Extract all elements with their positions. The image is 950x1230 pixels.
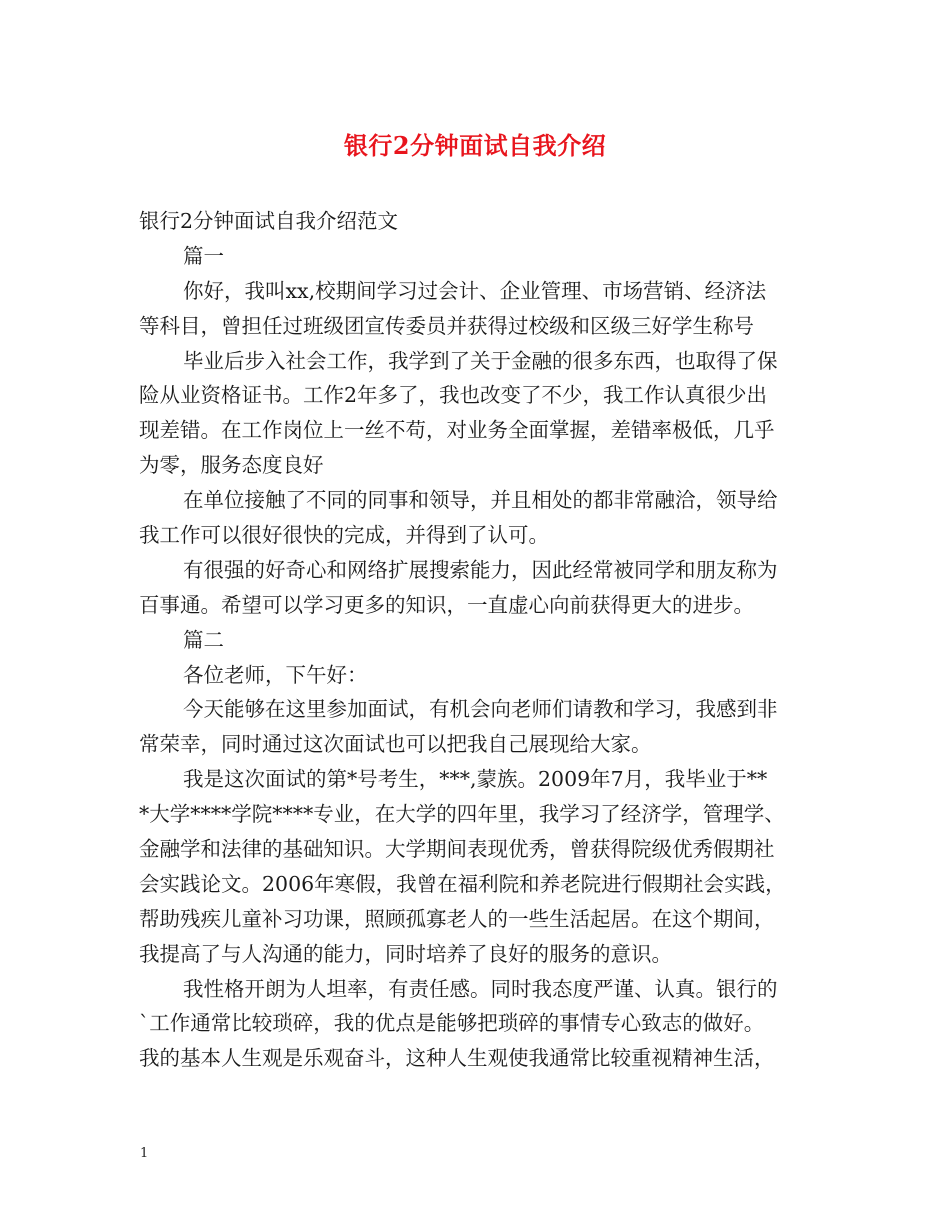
body-line: 险从业资格证书。工作2年多了，我也改变了不少，我工作认真很少出: [139, 383, 768, 408]
body-line: 你好，我叫xx,校期间学习过会计、企业管理、市场营销、经济法: [183, 278, 767, 303]
body-line: 在单位接触了不同的同事和领导，并且相处的都非常融洽，领导给: [183, 488, 778, 513]
body-line-heading: 银行2分钟面试自我介绍范文: [139, 209, 399, 233]
body-line: 常荣幸，同时通过这次面试也可以把我自己展现给大家。: [139, 732, 652, 757]
body-line: 为零，服务态度良好: [139, 453, 324, 478]
body-line: 帮助残疾儿童补习功课，照顾孤寡老人的一些生活起居。在这个期间，: [139, 906, 775, 931]
body-line: 会实践论文。2006年寒假，我曾在福利院和养老院进行假期社会实践，: [139, 871, 786, 896]
document-title: 银行2分钟面试自我介绍: [343, 131, 607, 160]
body-line: *大学****学院****专业，在大学的四年里，我学习了经济学，管理学、: [139, 802, 785, 827]
body-line: `工作通常比较琐碎，我的优点是能够把琐碎的事情专心致志的做好。: [139, 1011, 765, 1036]
body-line: 今天能够在这里参加面试，有机会向老师们请教和学习，我感到非: [183, 697, 778, 722]
body-line: 毕业后步入社会工作，我学到了关于金融的很多东西，也取得了保: [183, 348, 778, 373]
body-line: 我提高了与人沟通的能力，同时培养了良好的服务的意识。: [139, 941, 672, 966]
page-number: 1: [140, 1146, 149, 1161]
body-line: 等科目，曾担任过班级团宣传委员并获得过校级和区级三好学生称号: [139, 313, 754, 338]
body-line: 有很强的好奇心和网络扩展搜索能力，因此经常被同学和朋友称为: [183, 557, 778, 582]
body-line: 百事通。希望可以学习更多的知识，一直虚心向前获得更大的进步。: [139, 592, 754, 617]
document-body: [139, 204, 829, 1076]
body-line: 我的基本人生观是乐观奋斗，这种人生观使我通常比较重视精神生活，: [139, 1046, 775, 1071]
body-line: 现差错。在工作岗位上一丝不苟，对业务全面掌握，差错率极低，几乎: [139, 418, 775, 443]
greeting-line: 各位老师，下午好：: [183, 662, 368, 687]
body-line: 我是这次面试的第*号考生，***,蒙族。2009年7月，我毕业于**: [183, 767, 768, 792]
section-label-1: 篇一: [183, 243, 224, 268]
section-label-2: 篇二: [183, 627, 224, 652]
body-line: 我工作可以很好很快的完成，并得到了认可。: [139, 523, 549, 548]
body-line: 我性格开朗为人坦率，有责任感。同时我态度严谨、认真。银行的: [183, 976, 778, 1001]
body-line: 金融学和法律的基础知识。大学期间表现优秀，曾获得院级优秀假期社: [139, 837, 775, 862]
